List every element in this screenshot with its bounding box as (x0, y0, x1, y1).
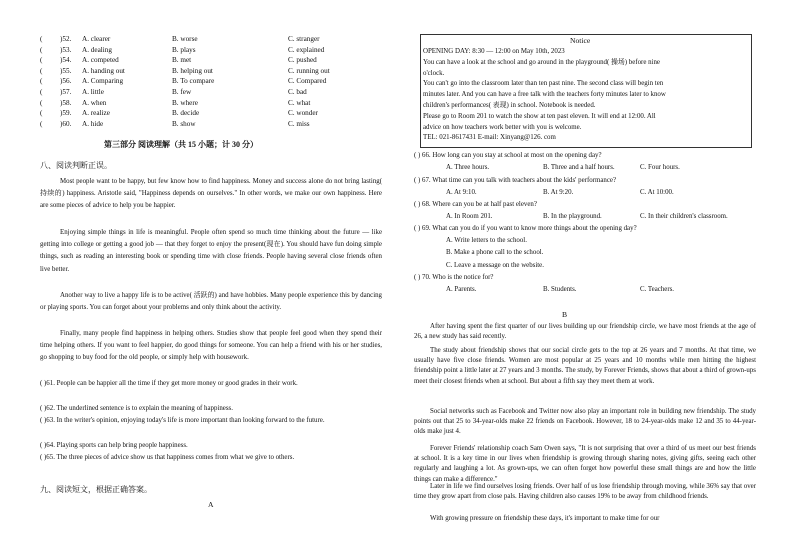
answer-bracket: ( (40, 77, 43, 86)
option-b: B. show (172, 119, 196, 128)
question-number: )57. (60, 88, 72, 96)
option-c: C. miss (288, 119, 310, 128)
mc-question-row (40, 55, 382, 65)
mc-question-row (40, 87, 382, 97)
answer-option: B. At 9:20. (543, 189, 574, 196)
notice-line: You can have a look at the school and go around in the playground( 操场) before nine (423, 58, 660, 66)
notice-title: Notice (570, 36, 591, 45)
notice-line: minutes later. And you can have a free talk with the teachers forty minutes later to know (423, 91, 666, 99)
answer-option: C. Four hours. (640, 164, 680, 171)
answer-bracket: ( (40, 98, 43, 107)
answer-bracket: ( (40, 66, 43, 75)
option-c: C. bad (288, 88, 307, 96)
paragraph: Enjoying simple things in life is meaningful. People often spend so much time thinking about the future — like getting into college or getting a good job — that they forget to enjoy the present(现在). You should have fun doing simple things, such as reading an interesting book or spending time with close friends. People having several close friends often live better. (40, 229, 382, 273)
paragraph: Forever Friends' relationship coach Sam Owen says, "It is not surprising that over a third of us meet our best friends at school. It is a key time in our lives when friendship is growing through sharing notes, giving gifts, seeing each other regularly and laughing a lot. As grown-ups, we can often forget how powerful these small things are and how the little things can make a difference." (414, 445, 756, 483)
question-number: )59. (60, 109, 72, 118)
answer-option: C. In their children's classroom. (640, 213, 728, 220)
notice-line: children's performances( 表现) in school. Notebook is needed. (423, 102, 596, 109)
judgement-question: ( )61. People can be happier all the time if they get more money or good grades in their work. (40, 380, 298, 387)
question-number: )56. (60, 77, 72, 86)
question-number: )54. (60, 56, 72, 65)
answer-option: A. Parents. (446, 286, 477, 293)
question-number: )60. (60, 119, 72, 128)
option-b: B. where (172, 98, 198, 107)
mc-question-row (40, 76, 382, 86)
answer-option: A. Three hours. (446, 164, 490, 171)
answer-bracket: ( (40, 45, 43, 54)
answer-bracket: ( (40, 88, 43, 96)
answer-option: C. Leave a message on the website. (446, 261, 544, 269)
paragraph: After having spent the first quarter of our lives building up our friendship circle, we have most friends at the age of 26, a new study has said recently. (414, 323, 756, 341)
paragraph: Another way to live a happy life is to be active( 活跃的) and have hobbies. Many people experience this by dancing or playing sports. You can forget about your problems and only think about the activity. (40, 292, 382, 312)
option-a: A. dealing (82, 45, 112, 54)
answer-option: B. Three and a half hours. (543, 164, 615, 171)
answer-option: A. At 9:10. (446, 189, 477, 196)
answer-option: C. At 10:00. (640, 189, 674, 196)
question-number: )58. (60, 98, 72, 107)
option-b: B. helping out (172, 66, 213, 75)
answer-option: A. In Room 201. (446, 213, 493, 220)
question-number: )55. (60, 66, 72, 75)
section-9-heading: 九、阅读短文，根据正确答案。 (40, 485, 152, 494)
option-c: C. running out (288, 66, 330, 75)
option-b: B. decide (172, 109, 200, 118)
option-b: B. plays (172, 45, 196, 54)
passage-b-label: B (562, 310, 568, 319)
notice-line: TEL: 021-8617431 E-mail: Xinyang@126. com (423, 134, 556, 142)
judgement-question: ( )64. Playing sports can help bring people happiness. (40, 442, 188, 449)
option-c: C. stranger (288, 35, 320, 43)
option-a: A. hide (82, 119, 104, 128)
paragraph: Later in life we find ourselves losing friends. Over half of us lose friendship through moving, while 36% say that over time they grow apart from close pals. Having children also causes 19% to be away from childhood friends. (414, 483, 756, 501)
answer-option: B. In the playground. (543, 213, 602, 220)
reading-question: ( ) 69. What can you do if you want to know more things about the opening day? (414, 225, 637, 232)
option-b: B. few (172, 88, 192, 96)
option-a: A. clearer (82, 35, 111, 43)
answer-option: C. Teachers. (640, 286, 675, 293)
option-a: A. competed (82, 56, 119, 65)
judgement-question: ( )62. The underlined sentence is to explain the meaning of happiness. (40, 405, 233, 412)
notice-line: Please go to Room 201 to watch the show at ten past eleven. It will end at 12:00. All (423, 112, 656, 120)
question-number: )52. (60, 35, 72, 43)
answer-bracket: ( (40, 109, 43, 118)
option-c: C. explained (288, 45, 325, 54)
answer-bracket: ( (40, 119, 43, 128)
notice-line: o'clock. (423, 69, 445, 77)
mc-question-row (40, 34, 382, 44)
answer-bracket: ( (40, 35, 43, 43)
judgement-question: ( )65. The three pieces of advice show us that happiness comes from what we give to others. (40, 454, 295, 461)
mc-question-row (40, 108, 382, 118)
option-b: B. worse (172, 35, 198, 43)
paragraph: The study about friendship shows that our social circle gets to the top at 26 years and 7 months. At that time, we usually have five close friends. Women are most popular at 25 years and 10 months while men hitting the highest friendship point a little later at 27 years and 3 months. The study, by Forever Friends, shows that about a third of grown-ups meet their closest friends when at school. But about a fifth say they meet them at work. (414, 347, 756, 385)
section-8-heading: 八、阅读判断正误。 (40, 161, 112, 170)
judgement-question: ( )63. In the writer's opinion, enjoying today's life is more important than looking forward to the future. (40, 417, 325, 424)
reading-question: ( ) 68. Where can you be at half past eleven? (414, 201, 537, 208)
mc-question-row (40, 66, 382, 76)
paragraph: Most people want to be happy, but few know how to find happiness. Money and success alone do not bring lasting( 持续的) happiness. Aristotle said, "Happiness depends on ourselves." In other words, we make our own happiness. Here are some pieces of advice to help you be happier. (40, 178, 382, 210)
notice-line: advice on how teachers work better with you is welcome. (423, 123, 582, 131)
option-c: C. what (288, 98, 311, 107)
paragraph: Social networks such as Facebook and Twitter now also play an important role in building new friendship. The study points out that 25 to 34-year-olds make 22 friends on Facebook. However, 18 to 24-year-olds make 12 and 35 to 44-year-olds make just 4. (414, 408, 756, 436)
reading-question: ( ) 70. Who is the notice for? (414, 274, 494, 281)
option-a: A. little (82, 88, 104, 96)
reading-question: ( ) 66. How long can you stay at school at most on the opening day? (414, 152, 602, 159)
part3-title: 第三部分 阅读理解（共 15 小题；计 30 分） (104, 140, 258, 149)
option-c: C. Compared (288, 77, 327, 86)
answer-option: B. Students. (543, 286, 577, 293)
mc-question-row (40, 45, 382, 55)
notice-line: You can't go into the classroom later than ten past nine. The second class will begin ten (423, 80, 664, 88)
option-a: A. Comparing (82, 77, 124, 86)
option-c: C. wonder (288, 109, 318, 118)
question-number: )53. (60, 45, 72, 54)
option-c: C. pushed (288, 56, 317, 65)
paragraph: With growing pressure on friendship these days, it's important to make time for our (430, 515, 660, 522)
option-a: A. handing out (82, 66, 125, 75)
passage-a-label: A (208, 500, 214, 509)
option-b: B. met (172, 56, 192, 65)
reading-question: ( ) 67. What time can you talk with teachers about the kids' performance? (414, 177, 617, 184)
option-a: A. realize (82, 109, 110, 118)
answer-bracket: ( (40, 56, 43, 65)
mc-question-row (40, 98, 382, 108)
paragraph: Finally, many people find happiness in helping others. Studies show that people feel good when they spend their time helping others. If you want to feel happier, do good things for someone. You can help a friend with his or her studies, go shopping to buy food for the old people, or simply help with housework. (40, 330, 382, 362)
option-a: A. when (82, 98, 107, 107)
answer-option: B. Make a phone call to the school. (446, 249, 544, 257)
mc-question-row (40, 119, 382, 129)
option-b: B. To compare (172, 77, 215, 86)
notice-line: OPENING DAY: 8:30 — 12:00 on May 10th, 2023 (423, 48, 565, 55)
answer-option: A. Write letters to the school. (446, 237, 527, 244)
